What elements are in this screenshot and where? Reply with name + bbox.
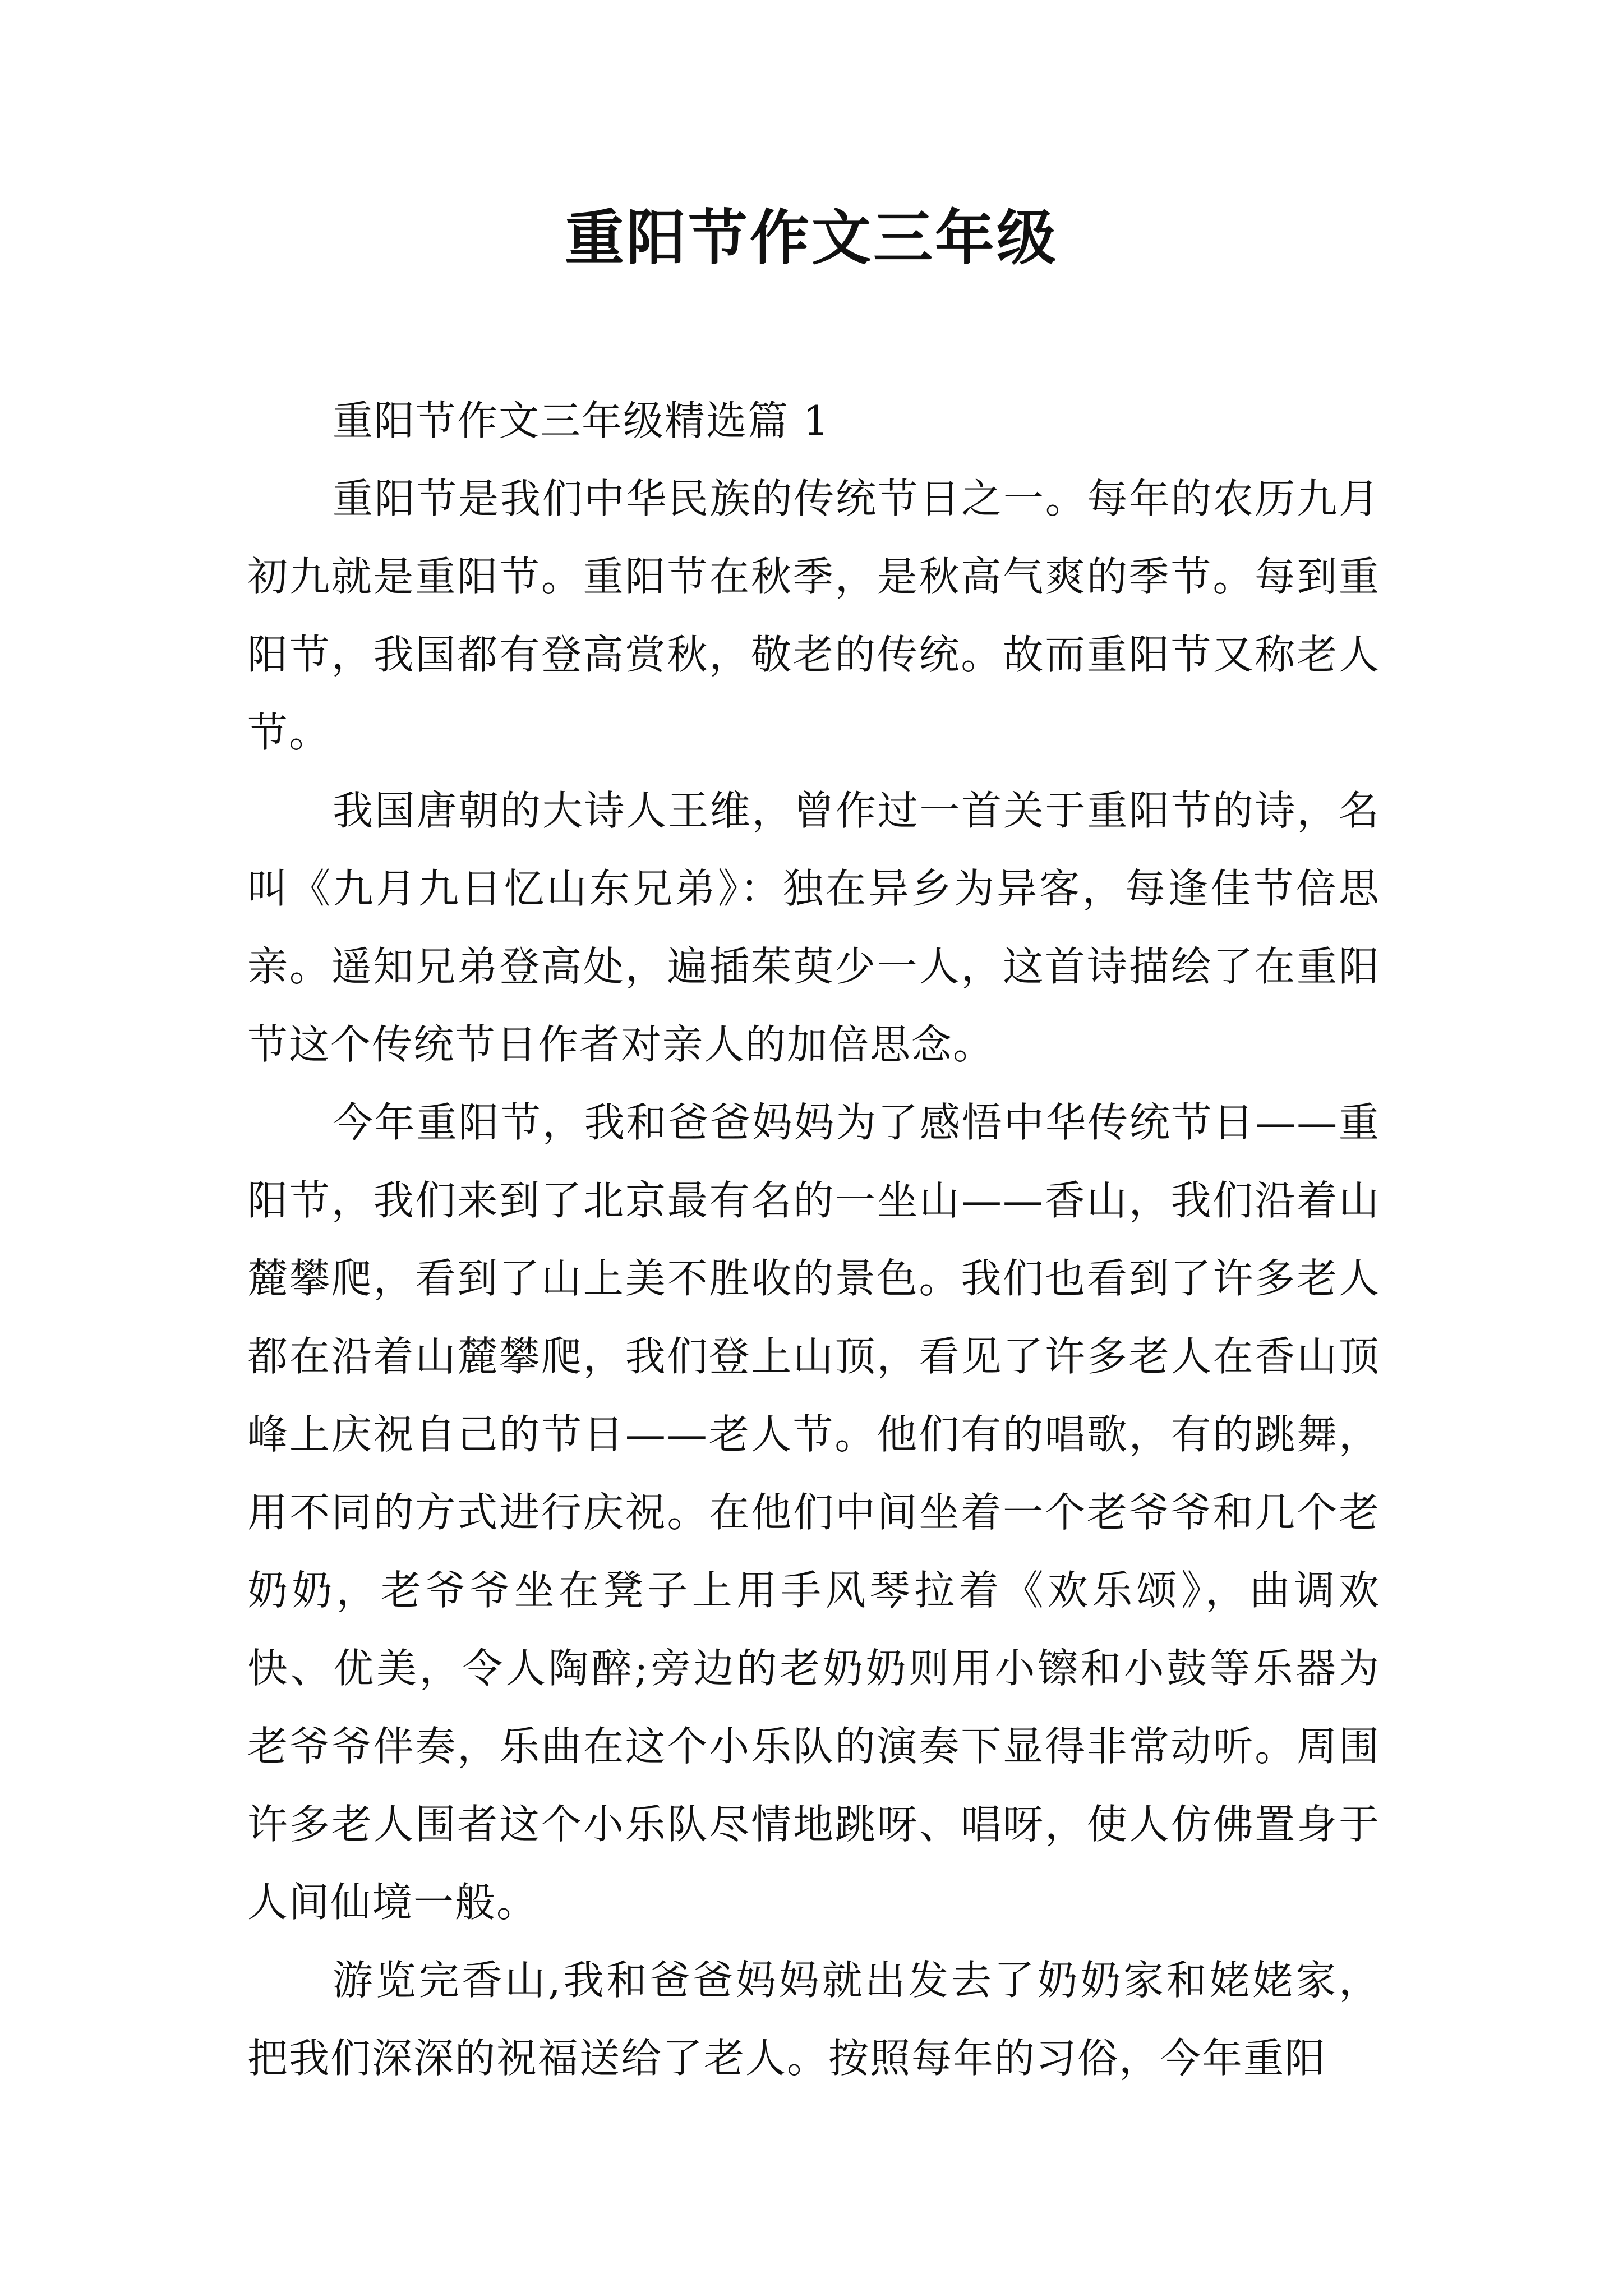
- document-body: [247, 382, 1380, 2097]
- paragraph: 游览完香山,我和爸爸妈妈就出发去了奶奶家和姥姥家，把我们深深的祝福送给了老人。按照每年的习俗，今年重阳: [247, 1957, 1380, 2082]
- paragraph: 我国唐朝的大诗人王维，曾作过一首关于重阳节的诗，名叫《九月九日忆山东兄弟》：独在异乡为异客，每逢佳节倍思亲。遥知兄弟登高处，遍插茱萸少一人，这首诗描绘了在重阳节这个传统节日作者对亲人的加倍思念。: [247, 787, 1380, 1068]
- section-heading: 重阳节作文三年级精选篇 1: [333, 397, 830, 444]
- paragraph: 今年重阳节，我和爸爸妈妈为了感悟中华传统节日——重阳节，我们来到了北京最有名的一坐山——香山，我们沿着山麓攀爬，看到了山上美不胜收的景色。我们也看到了许多老人都在沿着山麓攀爬，我们登上山顶，看见了许多老人在香山顶峰上庆祝自己的节日——老人节。他们有的唱歌，有的跳舞，用不同的方式进行庆祝。在他们中间坐着一个老爷爷和几个老奶奶，老爷爷坐在凳子上用手风琴拉着《欢乐颂》，曲调欢快、优美，令人陶醉;旁边的老奶奶则用小镲和小鼓等乐器为老爷爷伴奏，乐曲在这个小乐队的演奏下显得非常动听。周围许多老人围者这个小乐队尽情地跳呀、唱呀，使人仿佛置身于人间仙境一般。: [247, 1099, 1380, 1926]
- document-title: 重阳节作文三年级: [565, 204, 1058, 273]
- paragraph: 重阳节是我们中华民族的传统节日之一。每年的农历九月初九就是重阳节。重阳节在秋季，是秋高气爽的季节。每到重阳节，我国都有登高赏秋，敬老的传统。故而重阳节又称老人节。: [247, 475, 1380, 756]
